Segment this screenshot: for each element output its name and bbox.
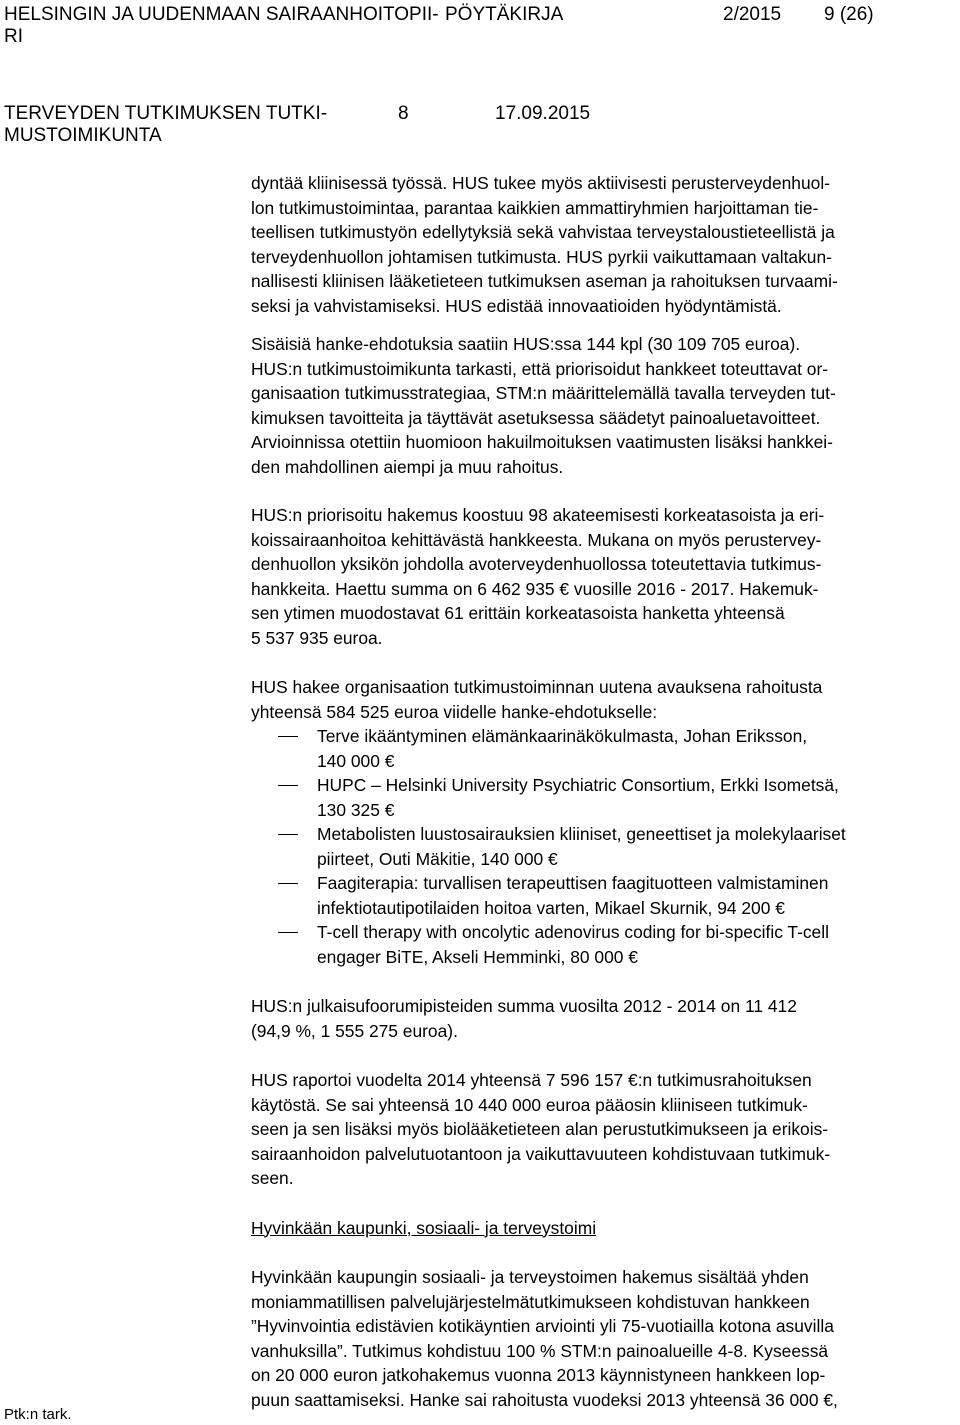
text-line: HUS:n julkaisufoorumipisteiden summa vuosilta 2012 - 2014 on 11 412 bbox=[251, 996, 797, 1016]
header-committee-line1: TERVEYDEN TUTKIMUKSEN TUTKI- bbox=[4, 103, 328, 124]
text-line: on 20 000 euron jatkohakemus vuonna 2013 käynnistyneen hankkeen lop- bbox=[251, 1365, 826, 1385]
text-line: koissairaanhoitoa kehittävästä hankkeesta. Mukana on myös perustervey- bbox=[251, 529, 822, 550]
section-heading-text: Hyvinkään kaupunki, sosiaali- ja terveystoimi bbox=[251, 1217, 597, 1238]
text-line: dyntää kliinisessä työssä. HUS tukee myös aktiivisesti perusterveydenhuol- bbox=[251, 173, 830, 193]
paragraph-5 bbox=[251, 994, 951, 1043]
dash-bullet-icon bbox=[278, 736, 298, 737]
text-line: teellisen tutkimustyön edellytyksiä sekä vahvistaa terveystaloustieteellistä ja bbox=[251, 222, 835, 242]
paragraph-2 bbox=[251, 332, 951, 479]
dash-bullet-icon bbox=[278, 785, 298, 786]
text-line: 5 537 935 euroa. bbox=[251, 627, 383, 648]
text-line: hankkeita. Haettu summa on 6 462 935 € vuosille 2016 - 2017. Hakemuk- bbox=[251, 578, 819, 599]
text-line: 140 000 € bbox=[317, 750, 395, 771]
header-section-number: 8 bbox=[398, 103, 409, 124]
paragraph-4 bbox=[251, 675, 951, 724]
text-line: Arvioinnissa otettiin huomioon hakuilmoituksen vaatimusten lisäksi hankkei- bbox=[251, 432, 833, 452]
text-line: piirteet, Outi Mäkitie, 140 000 € bbox=[317, 848, 558, 869]
text-line: Hyvinkään kaupungin sosiaali- ja terveystoimen hakemus sisältää yhden bbox=[251, 1267, 809, 1287]
text-line: Terve ikääntyminen elämänkaarinäkökulmasta, Johan Eriksson, bbox=[317, 726, 808, 746]
text-line: moniammatillisen palvelujärjestelmätutkimukseen kohdistuvan hankkeen bbox=[251, 1291, 810, 1312]
list-item bbox=[251, 724, 951, 773]
text-line: terveydenhuollon johtamisen tutkimusta. HUS pyrkii vaikuttamaan valtakun- bbox=[251, 246, 832, 267]
text-line: kimuksen tavoitteita ja täyttävät asetuksessa säädetyt painoaluetavoitteet. bbox=[251, 407, 821, 428]
footer-continued-label: Ptk:n tark. bbox=[4, 1406, 72, 1423]
list-item bbox=[251, 920, 951, 969]
header-doc-number: 2/2015 bbox=[723, 4, 782, 25]
header-org-line2: RI bbox=[4, 26, 23, 47]
funding-proposal-list bbox=[251, 724, 951, 969]
paragraph-6 bbox=[251, 1068, 951, 1191]
text-line: seen. bbox=[251, 1168, 294, 1188]
text-line: lon tutkimustoimintaa, parantaa kaikkien ammattiryhmien harjoittaman tie- bbox=[251, 197, 819, 218]
text-line: sairaanhoidon palvelutuotantoon ja vaikuttavuuteen kohdistuvaan tutkimuk- bbox=[251, 1143, 831, 1164]
header-doc-type: PÖYTÄKIRJA bbox=[445, 4, 564, 25]
text-line: HUS:n tutkimustoimikunta tarkasti, että priorisoidut hankkeet toteuttavat or- bbox=[251, 358, 829, 379]
text-line: 130 325 € bbox=[317, 799, 395, 820]
list-item bbox=[251, 822, 951, 871]
text-line: käytöstä. Se sai yhteensä 10 440 000 euroa pääosin kliiniseen tutkimuk- bbox=[251, 1094, 808, 1115]
text-line: seksi ja vahvistamiseksi. HUS edistää innovaatioiden hyödyntämistä. bbox=[251, 295, 782, 316]
text-line: vanhuksilla”. Tutkimus kohdistuu 100 % STM:n painoalueille 4-8. Kyseessä bbox=[251, 1340, 829, 1361]
paragraph-3 bbox=[251, 503, 951, 650]
header-date: 17.09.2015 bbox=[495, 103, 591, 124]
text-line: seen ja sen lisäksi myös biolääketieteen alan perustutkimukseen ja erikois- bbox=[251, 1119, 829, 1139]
text-line: nallisesti kliinisen lääketieteen tutkimuksen aseman ja rahoituksen turvaami- bbox=[251, 271, 838, 291]
section-heading bbox=[251, 1216, 951, 1241]
text-line: HUS hakee organisaation tutkimustoiminnan uutena avauksena rahoitusta bbox=[251, 677, 823, 697]
document-body bbox=[251, 171, 951, 1412]
text-line: T-cell therapy with oncolytic adenovirus coding for bi-specific T-cell bbox=[317, 922, 829, 942]
text-line: (94,9 %, 1 555 275 euroa). bbox=[251, 1020, 458, 1041]
dash-bullet-icon bbox=[278, 834, 298, 835]
text-line: den mahdollinen aiempi ja muu rahoitus. bbox=[251, 456, 564, 477]
list-item bbox=[251, 773, 951, 822]
text-line: sen ytimen muodostavat 61 erittäin korkeatasoista hanketta yhteensä bbox=[251, 603, 785, 623]
header-org-line1: HELSINGIN JA UUDENMAAN SAIRAANHOITOPII- bbox=[4, 4, 439, 25]
dash-bullet-icon bbox=[278, 883, 298, 884]
text-line: infektiotautipotilaiden hoitoa varten, Mikael Skurnik, 94 200 € bbox=[317, 897, 785, 918]
dash-bullet-icon bbox=[278, 932, 298, 933]
text-line: HUS raportoi vuodelta 2014 yhteensä 7 596 157 €:n tutkimusrahoituksen bbox=[251, 1070, 812, 1090]
text-line: ganisaation tutkimusstrategiaa, STM:n määrittelemällä tavalla terveyden tut- bbox=[251, 383, 836, 403]
text-line: engager BiTE, Akseli Hemminki, 80 000 € bbox=[317, 946, 638, 967]
paragraph-7 bbox=[251, 1265, 951, 1412]
header-committee-line2: MUSTOIMIKUNTA bbox=[4, 125, 162, 146]
list-item bbox=[251, 871, 951, 920]
text-line: ”Hyvinvointia edistävien kotikäyntien arviointi yli 75-vuotiailla kotona asuvilla bbox=[251, 1316, 834, 1336]
header-page-number: 9 (26) bbox=[824, 4, 874, 25]
text-line: HUS:n priorisoitu hakemus koostuu 98 akateemisesti korkeatasoista ja eri- bbox=[251, 505, 825, 525]
text-line: Faagiterapia: turvallisen terapeuttisen faagituotteen valmistaminen bbox=[317, 873, 829, 893]
text-line: Sisäisiä hanke-ehdotuksia saatiin HUS:ssa 144 kpl (30 109 705 euroa). bbox=[251, 334, 801, 354]
text-line: denhuollon yksikön johdolla avoterveydenhuollossa toteutettavia tutkimus- bbox=[251, 554, 822, 574]
text-line: yhteensä 584 525 euroa viidelle hanke-ehdotukselle: bbox=[251, 701, 658, 722]
paragraph-1 bbox=[251, 171, 951, 318]
text-line: puun saattamiseksi. Hanke sai rahoitusta vuodeksi 2013 yhteensä 36 000 €, bbox=[251, 1389, 838, 1410]
text-line: HUPC – Helsinki University Psychiatric Consortium, Erkki Isometsä, bbox=[317, 775, 839, 795]
text-line: Metabolisten luustosairauksien kliiniset, geneettiset ja molekylaariset bbox=[317, 824, 846, 844]
